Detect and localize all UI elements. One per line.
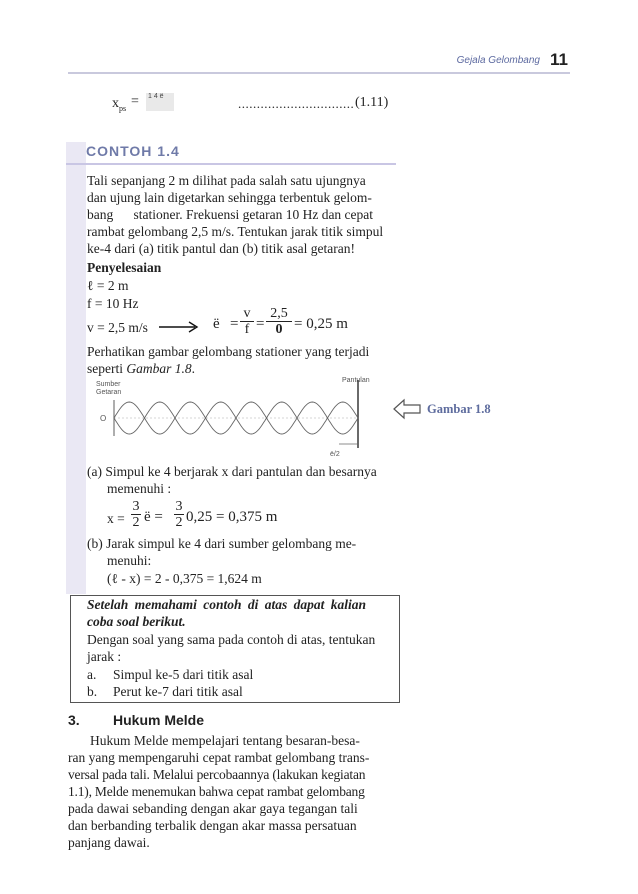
equation-number: (1.11)	[355, 95, 389, 110]
part-a-line: (a) Simpul ke 4 berjarak x dari pantulan dan besarnya	[87, 464, 377, 479]
exercise-list	[87, 666, 253, 700]
section-line: ran yang mempengaruhi cepat rambat gelombang trans-	[68, 750, 370, 765]
list-item: a. Simpul ke-5 dari titik asal	[87, 667, 254, 682]
lambda-fraction-values	[266, 306, 292, 337]
problem-line: ke-4 dari (a) titik pantul dan (b) titik asal getaran!	[87, 241, 356, 256]
source-label: Getaran	[96, 389, 122, 396]
wave-envelope-upper	[114, 402, 358, 418]
part-b-line: menuhi:	[107, 553, 152, 568]
figure-caption: Gambar 1.8	[427, 402, 491, 416]
half-wavelength-label: ë/2	[330, 451, 340, 458]
section-line: 1.1), Melde menemukan bahwa cepat rambat gelombang	[68, 784, 365, 799]
fraction-numerator: 2,5	[266, 306, 292, 322]
lambda-fraction-vf	[240, 306, 254, 337]
fraction-numerator: v	[240, 306, 254, 322]
part-a-fraction-1	[131, 499, 141, 530]
right-arrow-icon	[157, 320, 201, 334]
lambda-symbol: ë	[213, 316, 220, 332]
section-line: versal pada tali. Melalui percobaannya (lakukan kegiatan	[68, 767, 366, 782]
exercise-intro-line: Setelah memahami contoh di atas dapat kalian	[87, 597, 367, 612]
part-b-result: (ℓ - x) = 2 - 0,375 = 1,624 m	[107, 571, 262, 586]
given-frequency: f = 10 Hz	[87, 296, 139, 311]
exercise-intro-line: coba soal berikut.	[87, 614, 186, 629]
fraction-denominator: 0	[275, 322, 283, 337]
origin-label: O	[100, 414, 107, 423]
section-line: dan berbanding terbalik dengan akar massa persatuan	[68, 818, 357, 833]
note-line: Perhatikan gambar gelombang stationer yang terjadi	[87, 344, 370, 359]
example-sidebar	[66, 142, 86, 594]
fraction-denominator: 2	[132, 515, 140, 530]
section-heading: 3. Hukum Melde	[68, 712, 205, 728]
part-a-line: memenuhi :	[107, 481, 172, 496]
given-length: ℓ = 2 m	[87, 278, 129, 293]
section-line: panjang dawai.	[68, 835, 150, 850]
part-a-mid: ë =	[144, 509, 163, 525]
problem-line: dan ujung lain digetarkan sehingga terbentuk gelom-	[87, 190, 372, 205]
exercise-intro	[87, 596, 395, 630]
part-a-text	[87, 463, 399, 497]
figure-note	[87, 343, 397, 377]
lambda-eq1: =	[230, 316, 239, 332]
formula-leader-dots: ...............................	[238, 96, 355, 111]
part-a-fraction-2	[174, 499, 184, 530]
running-header-title: Gejala Gelombang	[456, 55, 540, 66]
example-heading: CONTOH 1.4	[86, 143, 180, 159]
given-velocity: v = 2,5 m/s	[87, 320, 148, 335]
problem-line: bang stationer. Frekuensi getaran 10 Hz dan cepat	[87, 207, 374, 222]
list-item: b. Perut ke-7 dari titik asal	[87, 684, 243, 699]
wave-envelope-lower	[114, 418, 358, 434]
reflector-label: Pantulan	[342, 377, 370, 384]
exercise-task-line: Dengan soal yang sama pada contoh di atas, tentukan	[87, 632, 376, 647]
fraction-denominator: f	[244, 322, 250, 337]
left-arrow-icon	[392, 398, 422, 420]
figure-reference: Gambar 1.8	[126, 361, 192, 376]
problem-line: Tali sepanjang 2 m dilihat pada salah satu ujungnya	[87, 173, 366, 188]
fraction-numerator: 3	[132, 499, 140, 514]
part-b-line: (b) Jarak simpul ke 4 dari sumber gelombang me-	[87, 536, 357, 551]
example-problem	[87, 172, 397, 257]
note-line-2: seperti Gambar 1.8.	[87, 361, 196, 376]
example-heading-rule	[66, 163, 396, 165]
section-line: pada dawai sebanding dengan akar gaya tegangan tali	[68, 801, 358, 816]
standing-wave-figure	[94, 376, 370, 460]
page-number: 11	[550, 50, 568, 69]
solution-title: Penyelesaian	[87, 260, 162, 275]
section-body	[68, 732, 398, 851]
header-rule	[68, 72, 570, 74]
formula-lhs-subscript: ps	[119, 103, 127, 113]
lambda-eq2: =	[256, 316, 265, 332]
part-a-result: 0,25 = 0,375 m	[186, 509, 278, 525]
section-line: Hukum Melde mempelajari tentang besaran-besa-	[90, 733, 360, 748]
problem-line: rambat gelombang 2,5 m/s. Tentukan jarak titik simpul	[87, 224, 384, 239]
lambda-result: = 0,25 m	[294, 316, 348, 332]
formula-lhs: $x_{ps}$	[112, 96, 127, 113]
source-label: Sumber	[96, 381, 121, 388]
exercise-task-line: jarak :	[87, 649, 122, 664]
part-a-lhs: x =	[107, 511, 125, 526]
formula-fraction-image: 1 4 ë	[146, 93, 174, 111]
fraction-numerator: 3	[175, 499, 183, 514]
fraction-denominator: 2	[175, 515, 183, 530]
exercise-task	[87, 631, 395, 665]
part-b-text	[87, 535, 399, 569]
formula-equals: =	[131, 94, 139, 109]
